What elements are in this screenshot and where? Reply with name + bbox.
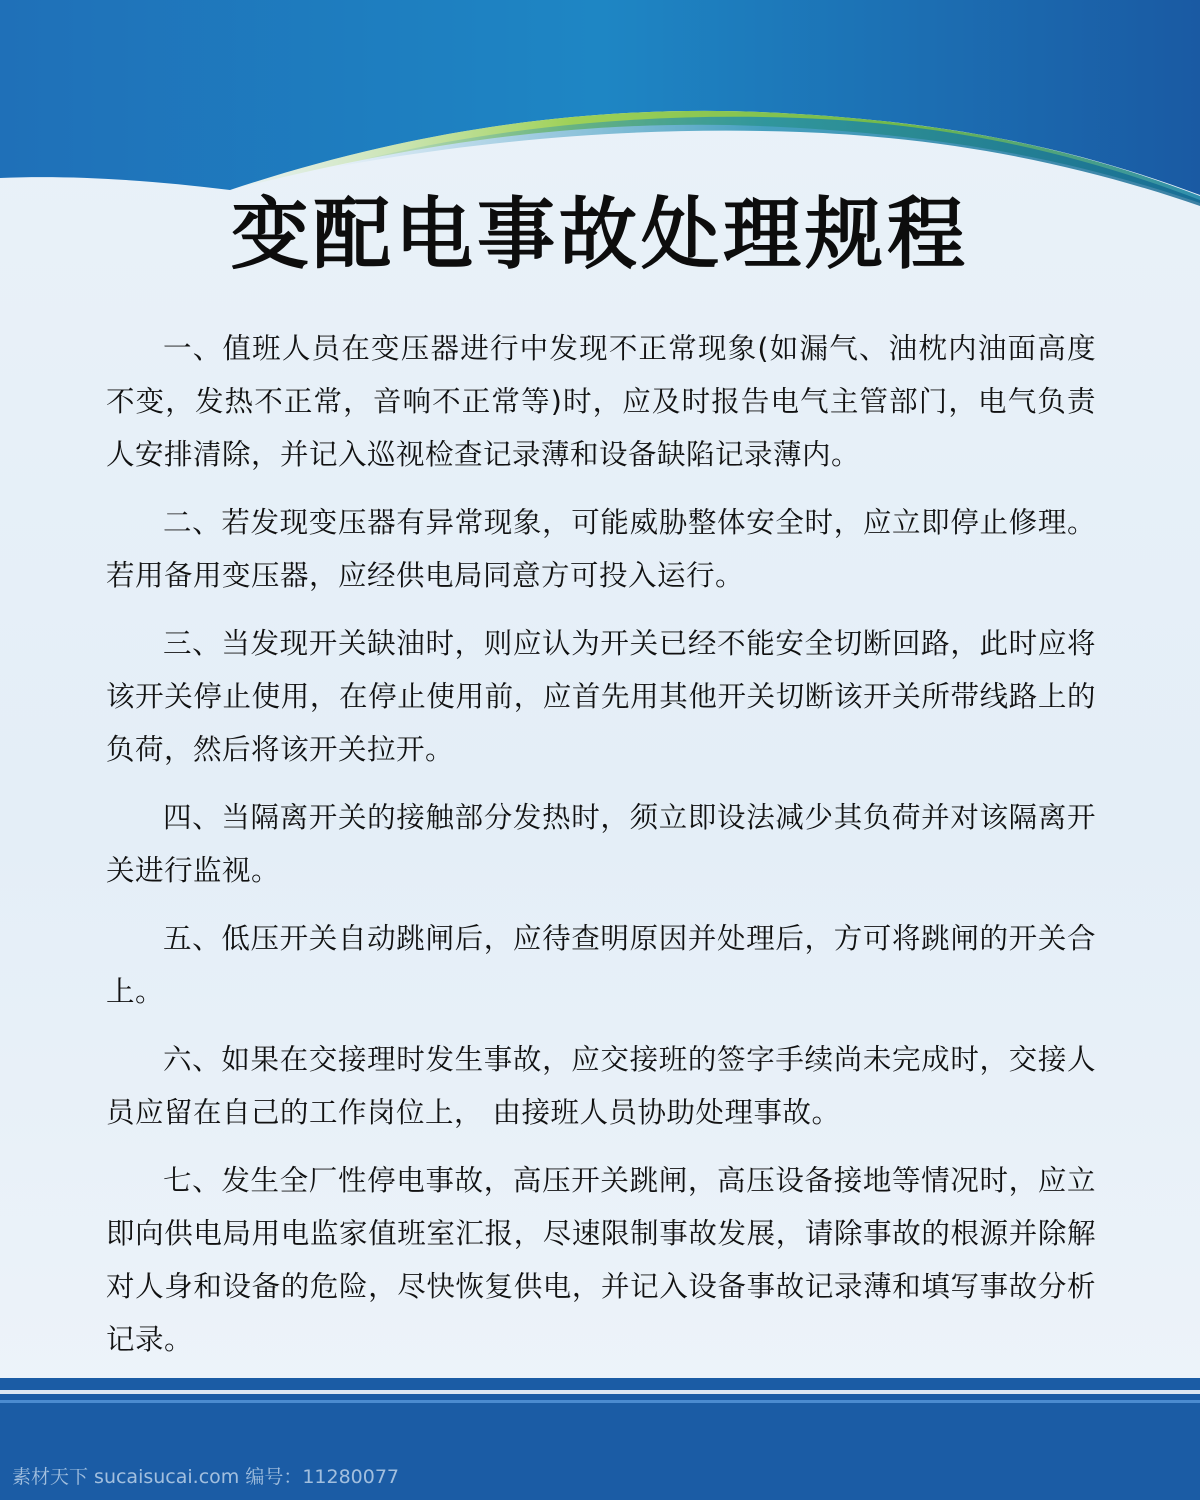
regulation-item-7: 七、发生全厂性停电事故，高压开关跳闸，高压设备接地等情况时，应立即向供电局用电监家值班室汇报，尽速限制事故发展，请除事故的根源并除解对人身和设备的危险，尽快恢复供电，并记入设备事故记录薄和填写事故分析记录。 (106, 1164, 1096, 1356)
regulation-list (106, 322, 1096, 1381)
regulation-item-6: 六、如果在交接理时发生事故，应交接班的签字手续尚未完成时，交接人员应留在自己的工作岗位上， 由接班人员协助处理事故。 (106, 1043, 1096, 1129)
footer-accent-line (0, 1400, 1200, 1403)
regulation-item-3: 三、当发现开关缺油时，则应认为开关已经不能安全切断回路，此时应将该开关停止使用，在停止使用前，应首先用其他开关切断该开关所带线路上的负荷，然后将该开关拉开。 (106, 627, 1096, 766)
footer-divider-line (0, 1390, 1200, 1394)
regulation-item-5: 五、低压开关自动跳闸后，应待查明原因并处理后，方可将跳闸的开关合上。 (106, 922, 1096, 1008)
page-title: 变配电事故处理规程 (230, 189, 969, 280)
watermark-text: 素材天下 sucaisucai.com 编号：11280077 (12, 1466, 400, 1488)
regulation-item-1: 一、值班人员在变压器进行中发现不正常现象(如漏气、油枕内油面高度不变，发热不正常，音响不正常等)时，应及时报告电气主管部门，电气负责人安排清除，并记入巡视检查记录薄和设备缺陷记录薄内。 (106, 332, 1096, 471)
regulation-item-4: 四、当隔离开关的接触部分发热时，须立即设法减少其负荷并对该隔离开关进行监视。 (106, 801, 1096, 887)
regulation-item-2: 二、若发现变压器有异常现象，可能威胁整体安全时，应立即停止修理。若用备用变压器，应经供电局同意方可投入运行。 (106, 506, 1096, 592)
